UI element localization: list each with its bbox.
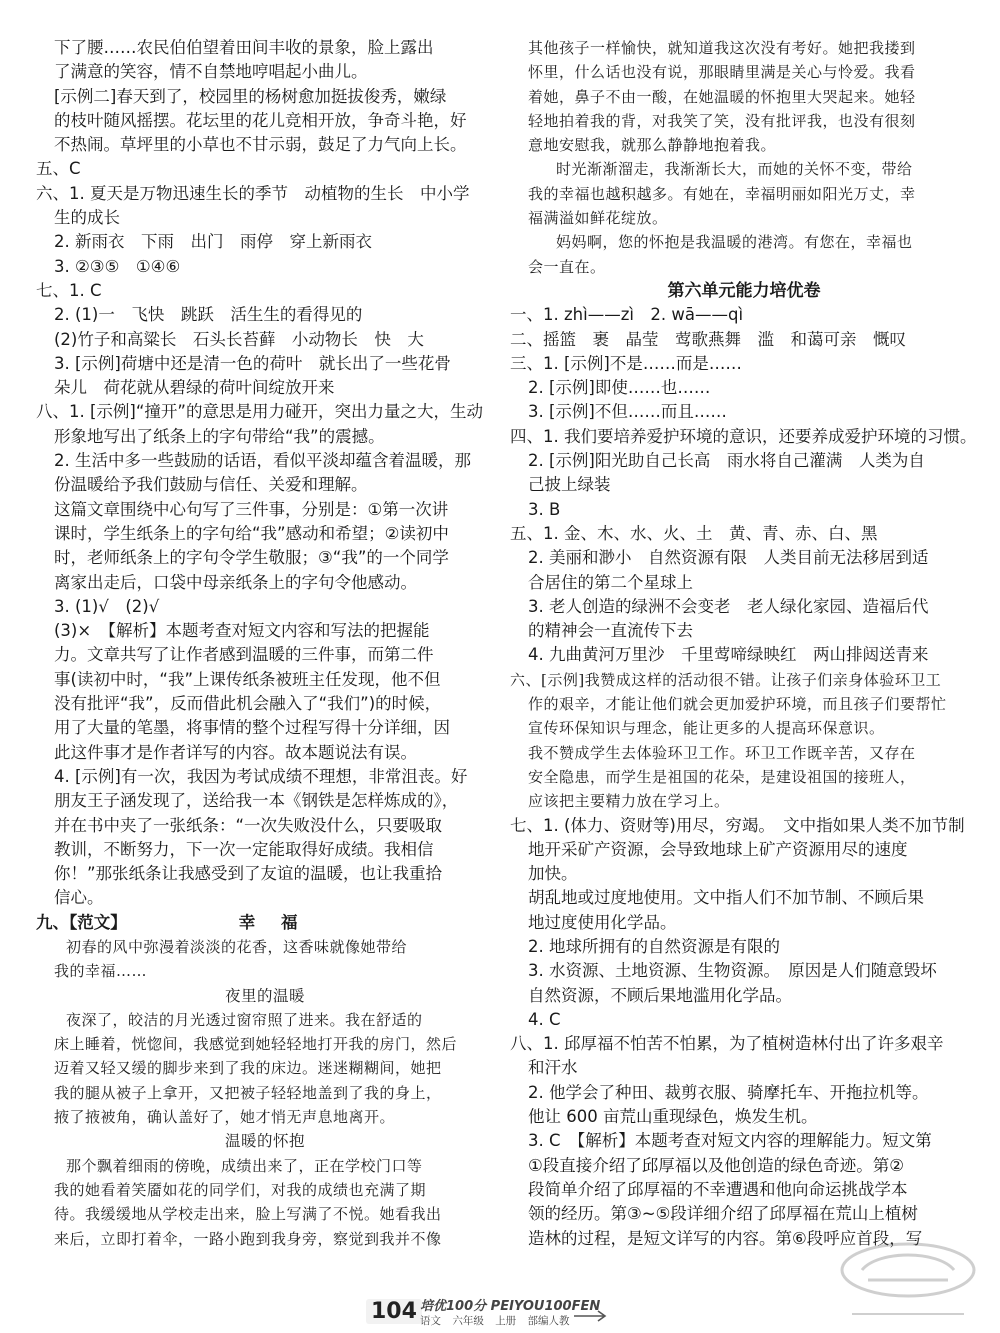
text-line: 3. [示例]荷塘中还是清一色的荷叶 就长出了一些花骨	[54, 353, 451, 373]
text-line: 八、1. [示例]“撞开”的意思是用力碰开，突出力量之大，生动	[36, 402, 483, 422]
essay-heading	[36, 911, 494, 935]
essay-line: 夜深了，皎洁的月光透过窗帘照了进来。我在舒适的	[66, 1010, 423, 1029]
brand-logo: 培优100分 PEIYOU100FEN	[420, 1299, 601, 1314]
text-line: (3)× 【解析】本题考查对短文内容和写法的把握能	[54, 621, 430, 641]
arrow-right-icon	[574, 1309, 610, 1323]
handwritten-line: 六、[示例]我赞成这样的活动很不错。让孩子们亲身体验环卫工	[510, 670, 942, 689]
text-line: 朵儿 荷花就从碧绿的荷叶间绽放开来	[54, 378, 335, 398]
text-line: 2. (1)一 飞快 跳跃 活生生的看得见的	[54, 305, 363, 325]
text-line: 3. 老人创造的绿洲不会变老 老人绿化家园、造福后代	[528, 596, 929, 616]
text-line: 形象地写出了纸条上的字句带给“我”的震撼。	[54, 426, 385, 446]
handwritten-line: 安全隐患，而学生是祖国的花朵，是建设祖国的接班人，	[528, 767, 916, 786]
essay-line: 初春的风中弥漫着淡淡的花香，这香味就像她带给	[66, 937, 408, 956]
essay-line: 怀里，什么话也没有说，那眼睛里满是关心与怜爱。我看	[528, 63, 916, 82]
section-title: 第六单元能力培优卷	[667, 280, 821, 301]
text-line: 事(读初中时，“我”上课传纸条被班主任发现，他不但	[54, 669, 441, 689]
text-line: 2. 地球所拥有的自然资源是有限的	[528, 936, 780, 956]
text-line: 不热闹。草坪里的小草也不甘示弱，鼓足了力气向上长。	[54, 135, 467, 155]
essay-line: 那个飘着细雨的傍晚，成绩出来了，正在学校门口等	[66, 1156, 423, 1175]
text-line: 五、1. 金、木、水、火、土 黄、青、赤、白、黑	[510, 523, 878, 543]
essay-line: 掖了掖被角，确认盖好了，她才悄无声息地离开。	[54, 1108, 396, 1127]
footer-meta	[420, 1313, 578, 1328]
essay-line: 床上睡着，恍惚间，我感觉到她轻轻地打开我的房门，然后	[54, 1035, 458, 1054]
text-line: 4. C	[528, 1009, 561, 1029]
essay-line: 来后，立即打着伞，一路小跑到我身旁，察觉到我并不像	[54, 1229, 442, 1248]
text-line: 己披上绿装	[528, 475, 611, 495]
text-line: 下了腰……农民伯伯望着田间丰收的景象，脸上露出	[54, 38, 434, 57]
essay-subtitle: 夜里的温暖	[224, 986, 305, 1005]
text-line: 你！”那张纸条让我感受到了友谊的温暖，也让我重拾	[54, 864, 443, 884]
text-line: 用了大量的笔墨，将事情的整个过程写得十分详细，因	[54, 718, 450, 738]
text-line: 段简单介绍了邱厚福的不幸遭遇和他向命运挑战学本	[528, 1179, 908, 1199]
text-line: 份温暖给予我们鼓励与信任、关爱和理解。	[54, 475, 368, 495]
text-line: 2. 美丽和渺小 自然资源有限 人类目前无法移居到适	[528, 548, 929, 568]
handwritten-line: 应该把主要精力放在学习上。	[528, 792, 730, 811]
page-footer	[0, 1293, 1000, 1333]
text-line: 七、1. C	[36, 280, 102, 300]
essay-line: 时光渐渐溜走，我渐渐长大，而她的关怀不变，带给	[556, 160, 913, 179]
text-line: 2. [示例]阳光助自己长高 雨水将自己灌满 人类为自	[528, 451, 925, 471]
text-line: 胡乱地或过度地使用。文中指人们不加节制、不顾后果	[528, 888, 924, 908]
text-line: 3. (1)√ (2)√	[54, 596, 160, 616]
text-line: 七、1. (体力、资财等)用尽，穷竭。 文中指如果人类不加节制	[510, 815, 965, 835]
text-line: 此这件事才是作者详写的内容。故本题说法有误。	[54, 742, 417, 762]
handwritten-line: 我不赞成学生去体验环卫工作。环卫工作既辛苦，又存在	[528, 743, 916, 762]
text-line: 合居住的第二个星球上	[528, 572, 693, 592]
text-line: 课时，学生纸条上的字句给“我”感动和希望；②读初中	[54, 523, 449, 543]
essay-line: 我的她看着笑靥如花的同学们，对我的成绩也充满了期	[54, 1180, 427, 1199]
text-line: 教训，不断努力，下一次一定能取得好成绩。我相信	[54, 839, 434, 859]
text-line: 信心。	[54, 888, 104, 908]
text-line: 时，老师纸条上的字句令学生敬服；③“我”的一个同学	[54, 548, 449, 568]
essay-line: 我的幸福也越积越多。有她在，幸福明丽如阳光万丈，幸	[528, 184, 916, 203]
text-line: (2)竹子和高粱长 石头长苔藓 小动物长 快 大	[54, 329, 424, 349]
essay-line: 意地安慰我，就那么静静地抱着我。	[528, 136, 777, 155]
text-line: 的枝叶随风摇摆。花坛里的花儿竞相开放，争奇斗艳，好	[54, 110, 467, 130]
text-line: 4. [示例]有一次，我因为考试成绩不理想，非常沮丧。好	[54, 766, 468, 786]
text-line: 2. 新雨衣 下雨 出门 雨停 穿上新雨衣	[54, 232, 372, 252]
text-line: 和汗水	[528, 1058, 578, 1078]
text-line: 了满意的笑容，情不自禁地哼唱起小曲儿。	[54, 62, 368, 82]
text-line: 造林的过程，是短文详写的内容。第⑥段呼应首段，写	[528, 1228, 923, 1248]
right-column	[510, 36, 978, 1251]
text-line: 这篇文章围绕中心句写了三件事，分别是：①第一次讲	[54, 499, 449, 519]
essay-subtitle: 温暖的怀抱	[224, 1132, 305, 1151]
handwritten-line: 宣传环保知识与理念，能让更多的人提高环保意识。	[528, 719, 885, 738]
essay-line: 着她，鼻子不由一酸，在她温暖的怀抱里大哭起来。她轻	[528, 87, 916, 106]
left-column	[36, 36, 494, 1251]
text-line: 力。文章共写了让作者感到温暖的三件事，而第二件	[54, 645, 434, 665]
text-line: 3. 水资源、土地资源、生物资源。 原因是人们随意毁坏	[528, 961, 937, 981]
text-line: 朋友王子涵发现了，送给我一本《钢铁是怎样炼成的》，	[54, 791, 459, 811]
text-line: 2. 他学会了种田、裁剪衣服、骑摩托车、开拖拉机等。	[528, 1082, 929, 1102]
text-line: 地开采矿产资源，会导致地球上矿产资源用尽的速度	[528, 839, 908, 859]
essay-line: 我的幸福……	[54, 962, 148, 981]
text-line: 并在书中夹了一张纸条：“一次失败没什么，只要吸取	[54, 815, 443, 835]
handwritten-line: 作的艰辛，才能让他们就会更加爱护环境，而且孩子们要帮忙	[528, 695, 947, 714]
text-line: 没有批评“我”，反而借此机会融入了“我们”)的时候，	[54, 694, 442, 714]
text-line: ①段直接介绍了邱厚福以及他创造的绿色奇迹。第②	[528, 1155, 905, 1175]
text-line: 生的成长	[54, 208, 120, 228]
essay-line: 迈着又轻又缓的脚步来到了我的床边。迷迷糊糊间，她把	[54, 1059, 442, 1078]
page-number: 104	[366, 1299, 422, 1324]
essay-line: 妈妈啊，您的怀抱是我温暖的港湾。有您在，幸福也	[556, 233, 913, 252]
text-line: 他让 600 亩荒山重现绿色，焕发生机。	[528, 1107, 818, 1127]
text-line: 加快。	[528, 864, 578, 884]
text-line: 领的经历。第③~⑤段详细介绍了邱厚福在荒山上植树	[528, 1204, 918, 1224]
text-line: 三、1. [示例]不是……而是……	[510, 353, 742, 373]
volume-label: 上册	[495, 1315, 517, 1327]
essay-line: 轻地拍着我的背，对我笑了笑，没有批评我，也没有很刻	[528, 111, 916, 130]
text-line: 3. [示例]不但……而且……	[528, 402, 727, 422]
text-line: 自然资源，不顾后果地滥用化学品。	[528, 985, 792, 1005]
grade-label: 六年级	[452, 1315, 484, 1327]
text-line: 一、1. zhì——zì 2. wā——qì	[510, 305, 744, 325]
subject-label: 语文	[420, 1315, 441, 1327]
edition-label: 部编人教	[527, 1315, 570, 1327]
essay-line: 福满溢如鲜花绽放。	[528, 209, 668, 228]
text-line: 八、1. 邱厚福不怕苦不怕累，为了植树造林付出了许多艰辛	[510, 1034, 944, 1054]
text-line: 地过度使用化学品。	[528, 912, 677, 932]
text-line: 3. ②③⑤ ①④⑥	[54, 256, 181, 276]
text-line: 六、1. 夏天是万物迅速生长的季节 动植物的生长 中小学	[36, 183, 470, 203]
text-line: 的精神会一直流传下去	[528, 621, 693, 641]
essay-title: 幸 福	[238, 912, 308, 932]
essay-line: 我的腿从被子上拿开，又把被子轻轻地盖到了我的身上，	[54, 1083, 442, 1102]
text-line: 离家出走后，口袋中母亲纸条上的字句令他感动。	[54, 572, 417, 592]
text-line: 3. C 【解析】本题考查对短文内容的理解能力。短文第	[528, 1131, 932, 1151]
essay-label: 九、【范文】	[36, 912, 127, 932]
text-line: 2. 生活中多一些鼓励的话语，看似平淡却蕴含着温暖，那	[54, 451, 471, 471]
essay-line: 待。我缓缓地从学校走出来，脸上写满了不悦。她看我出	[54, 1205, 442, 1224]
text-line: 二、摇篮 裹 晶莹 莺歌燕舞 滥 和蔼可亲 慨叹	[510, 329, 906, 349]
text-line: [示例二]春天到了，校园里的杨树愈加挺拔俊秀，嫩绿	[54, 86, 447, 106]
text-line: 四、1. 我们要培养爱护环境的意识，还要养成爱护环境的习惯。	[510, 426, 977, 446]
text-line: 4. 九曲黄河万里沙 千里莺啼绿映红 两山排闼送青来	[528, 645, 929, 665]
text-line: 3. B	[528, 499, 561, 519]
essay-line: 会一直在。	[528, 257, 606, 276]
text-line: 2. [示例]即使……也……	[528, 378, 711, 398]
essay-line: 其他孩子一样愉快，就知道我这次没有考好。她把我搂到	[528, 39, 916, 57]
text-line: 五、C	[36, 159, 81, 179]
